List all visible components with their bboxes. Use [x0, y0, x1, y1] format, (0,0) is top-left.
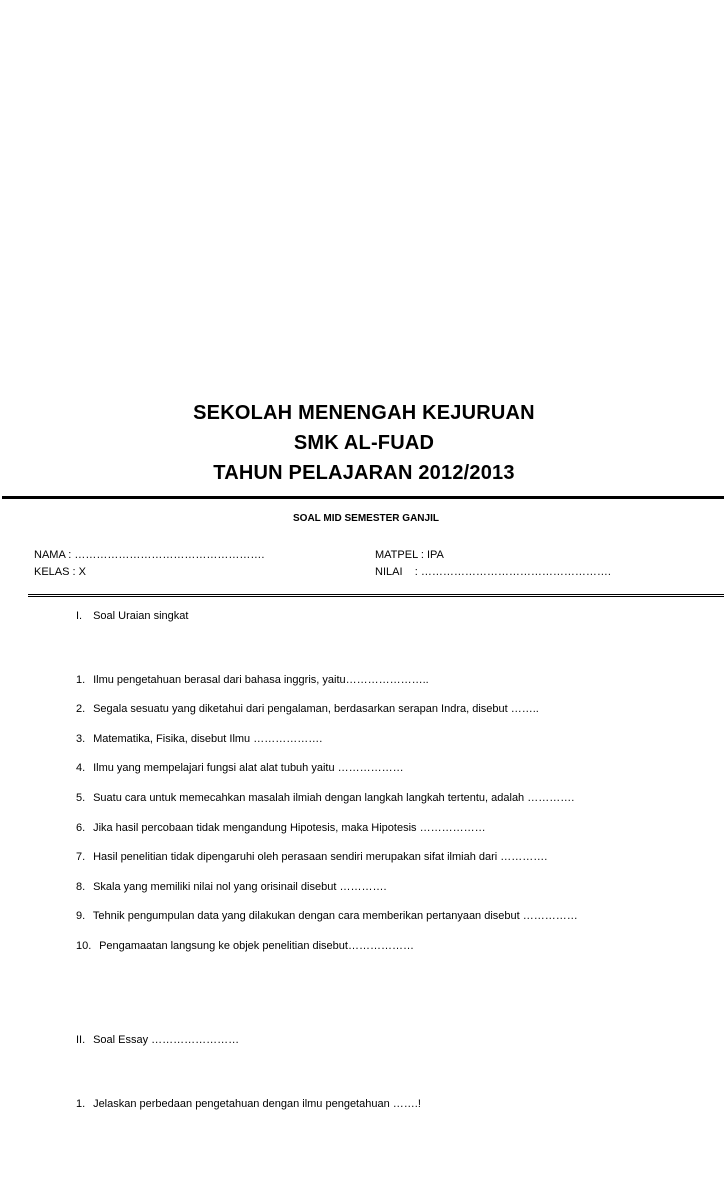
question-number: 5.	[76, 792, 86, 804]
question-number: 2.	[76, 703, 86, 715]
question-text: Jelaskan perbedaan pengetahuan dengan ilmu pengetahuan …….!	[93, 1098, 421, 1110]
question-text: Jika hasil percobaan tidak mengandung Hipotesis, maka Hipotesis ………………	[93, 822, 486, 834]
question-text: Segala sesuatu yang diketahui dari pengalaman, berdasarkan serapan Indra, disebut ……..	[93, 703, 539, 715]
kelas-field: KELAS : X	[34, 566, 86, 578]
question-item	[76, 703, 539, 715]
question-item	[76, 792, 574, 804]
question-number: 7.	[76, 851, 86, 863]
question-item	[76, 910, 578, 922]
question-number: 6.	[76, 822, 86, 834]
question-text: Ilmu yang mempelajari fungsi alat alat tubuh yaitu ………………	[93, 762, 404, 774]
student-info-right	[375, 547, 611, 581]
question-number: 1.	[76, 674, 86, 686]
section-title: Soal Uraian singkat	[93, 610, 189, 622]
question-item	[76, 733, 322, 745]
question-item	[76, 762, 404, 774]
question-text: Suatu cara untuk memecahkan masalah ilmiah dengan langkah langkah tertentu, adalah ………….	[93, 792, 575, 804]
header-line-school-type: SEKOLAH MENENGAH KEJURUAN	[193, 402, 535, 424]
question-number: 1.	[76, 1098, 86, 1110]
question-number: 9.	[76, 910, 86, 922]
question-number: 8.	[76, 881, 86, 893]
section-heading-essay	[76, 1034, 239, 1046]
nilai-label: NILAI	[375, 566, 403, 578]
header-divider	[2, 496, 724, 499]
nilai-field	[375, 564, 611, 581]
question-text: Ilmu pengetahuan berasal dari bahasa inggris, yaitu…………………..	[93, 674, 429, 686]
question-text: Hasil penelitian tidak dipengaruhi oleh perasaan sendiri merupakan sifat ilmiah dari ………….	[93, 851, 548, 863]
question-text: Matematika, Fisika, disebut Ilmu ……………….	[93, 733, 323, 745]
info-divider	[28, 594, 724, 597]
matpel-field: MATPEL : IPA	[375, 549, 444, 561]
question-text: Pengamaatan langsung ke objek penelitian disebut………………	[99, 940, 414, 952]
question-item	[76, 851, 547, 863]
nama-field: NAMA : …………………………………………….	[34, 549, 265, 561]
header-line-school-name: SMK AL-FUAD	[293, 432, 435, 454]
question-item	[76, 674, 429, 686]
section-number: II.	[76, 1034, 86, 1046]
question-text: Tehnik pengumpulan data yang dilakukan dengan cara memberikan pertanyaan disebut ……………	[92, 910, 578, 922]
question-item	[76, 940, 414, 952]
section-number: I.	[76, 610, 83, 622]
student-info-left	[34, 547, 264, 581]
school-header	[0, 398, 728, 488]
question-item	[76, 822, 486, 834]
header-line-academic-year: TAHUN PELAJARAN 2012/2013	[213, 462, 515, 484]
question-text: Skala yang memiliki nilai nol yang orisinail disebut ………….	[93, 881, 387, 893]
nilai-value: : …………………………………………….	[414, 566, 611, 578]
question-number: 4.	[76, 762, 86, 774]
section-heading-uraian	[76, 610, 188, 622]
exam-title: SOAL MID SEMESTER GANJIL	[293, 513, 439, 524]
essay-item	[76, 1098, 421, 1110]
question-number: 3.	[76, 733, 86, 745]
question-item	[76, 881, 387, 893]
question-number: 10.	[76, 940, 92, 952]
section-title: Soal Essay ……………………	[93, 1034, 240, 1046]
